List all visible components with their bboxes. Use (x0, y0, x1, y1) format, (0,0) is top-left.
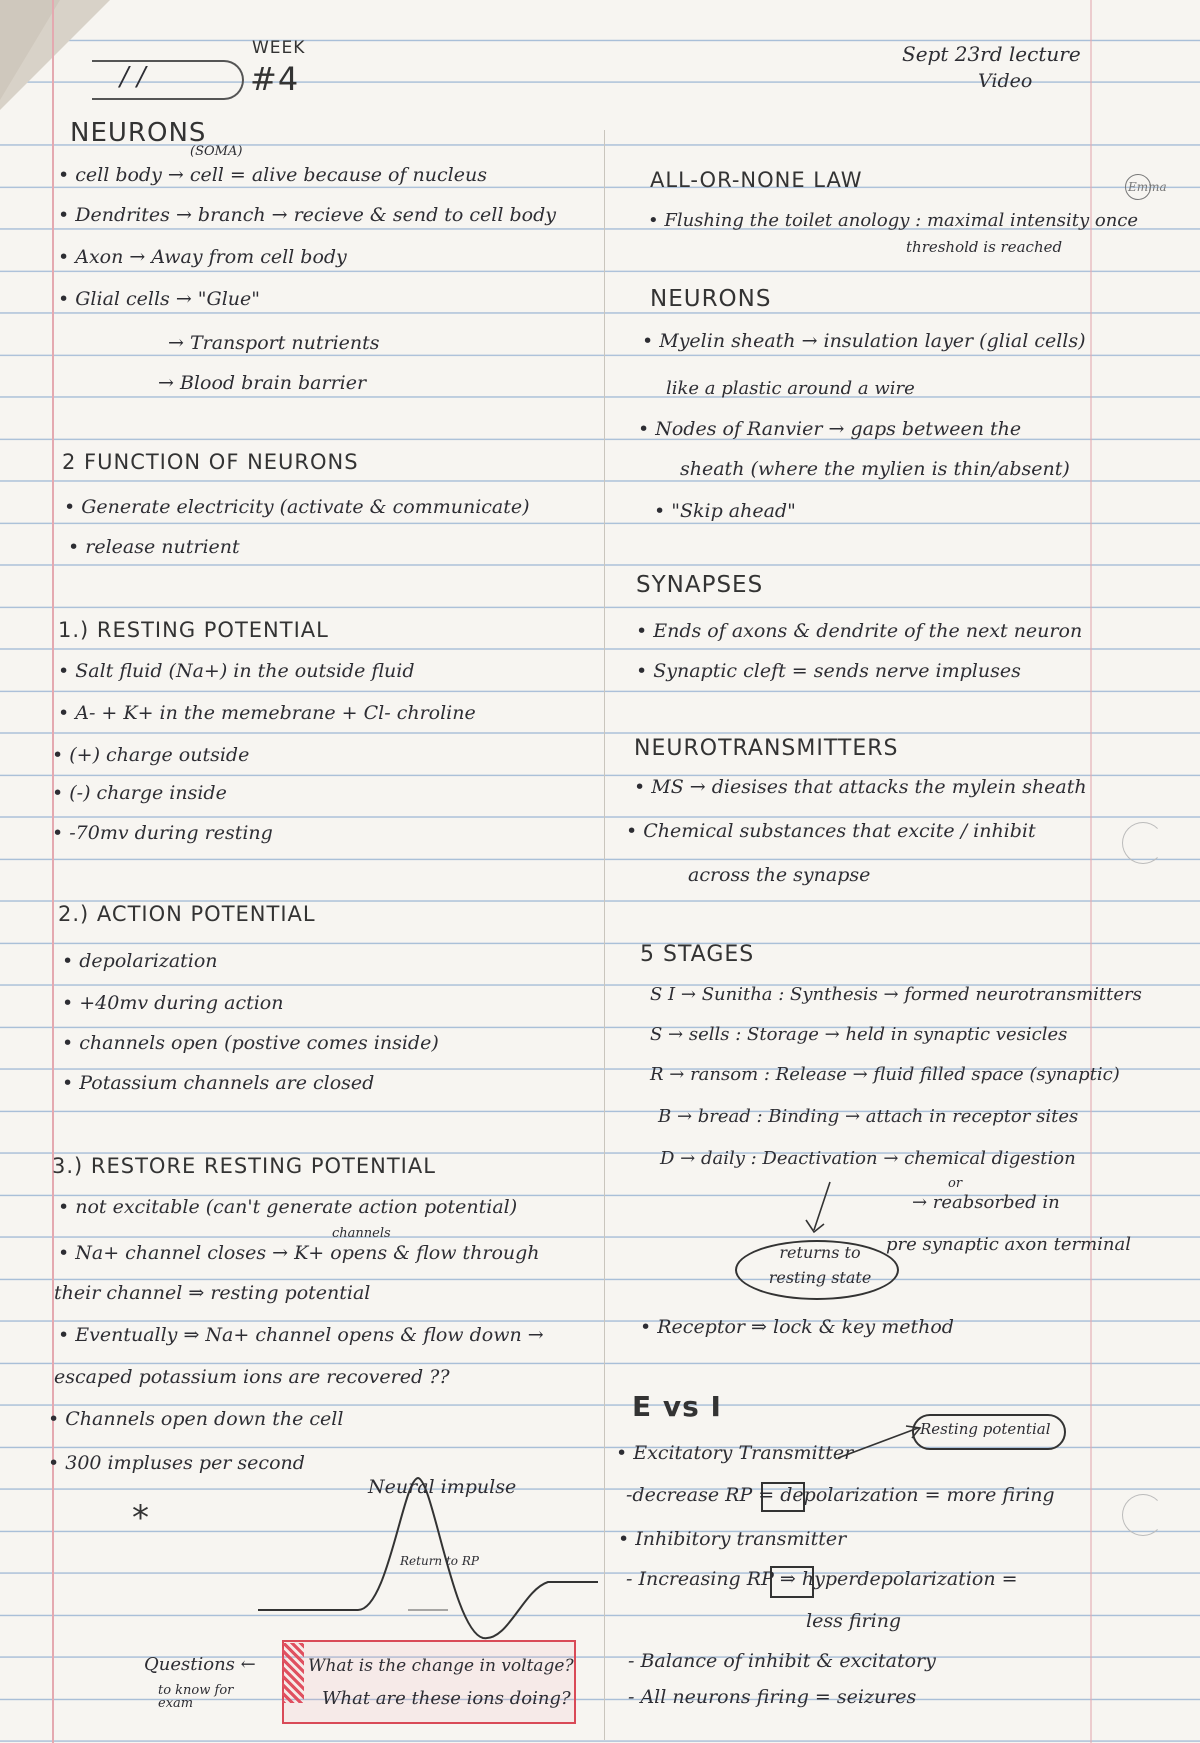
corner-fold-shadow (0, 0, 60, 100)
eventually-note: • Eventually ⇒ Na+ channel opens & flow down → (58, 1324, 544, 1346)
generate-note: • Generate electricity (activate & communicate) (64, 496, 530, 518)
question-voltage: What is the change in voltage? (308, 1656, 574, 1676)
salt-note: • Salt fluid (Na+) in the outside fluid (58, 660, 415, 682)
soma-label: (SOMA) (190, 144, 243, 159)
exam-questions-box (282, 1640, 576, 1724)
decrease-note: -decrease RP = depolarization = more firing (626, 1484, 1055, 1506)
return-rp-label: Return to RP (400, 1554, 479, 1568)
date-slashes: / / (120, 62, 146, 92)
balance-note: - Balance of inhibit & excitatory (628, 1650, 936, 1672)
release-note: • release nutrient (68, 536, 240, 558)
week-label: WEEK (252, 38, 306, 58)
returns-note: returns to resting state (768, 1243, 872, 1287)
or-note: or (948, 1176, 963, 1191)
transport-note: → Transport nutrients (168, 332, 380, 354)
date-box (92, 60, 244, 100)
stage-binding: B → bread : Binding → attach in receptor sites (658, 1106, 1079, 1127)
positive-outside-note: • (+) charge outside (52, 744, 250, 766)
asterisk-mark: * (132, 1498, 150, 1538)
flushing-note: • Flushing the toilet anology : maximal intensity once (648, 210, 1139, 231)
right-margin-line (1090, 0, 1092, 1743)
channels-annotation: channels (332, 1226, 391, 1241)
skip-ahead-note: • "Skip ahead" (654, 500, 796, 522)
myelin-note: • Myelin sheath → insulation layer (glial cells) (642, 330, 1086, 352)
binder-hole-2 (1122, 1494, 1164, 1536)
less-firing-note: less firing (806, 1610, 902, 1632)
neurotransmitters-title: NEUROTRANSMITTERS (634, 736, 899, 761)
binder-hole-1 (1122, 822, 1164, 864)
margin-line (52, 0, 54, 1743)
neurons-title-2: NEURONS (650, 286, 772, 312)
plus40-note: • +40mv during action (62, 992, 284, 1014)
deactivation-arrow (800, 1180, 840, 1240)
impulses-note: • 300 impluses per second (48, 1452, 305, 1474)
their-channel-note: their channel ⇒ resting potential (54, 1282, 371, 1304)
escaped-note: escaped potassium ions are recovered ?? (54, 1366, 450, 1388)
restore-title: 3.) RESTORE RESTING POTENTIAL (52, 1154, 436, 1178)
plastic-note: like a plastic around a wire (666, 378, 915, 399)
resting-potential-bubble: Resting potential (920, 1420, 1051, 1438)
channels-open-note: • channels open (postive comes inside) (62, 1032, 439, 1054)
dendrites-note: • Dendrites → branch → recieve & send to cell body (58, 204, 556, 226)
cell-body-note: • cell body → cell = alive because of nucleus (58, 164, 487, 186)
action-potential-title: 2.) ACTION POTENTIAL (58, 902, 316, 926)
glial-note: • Glial cells → "Glue" (58, 288, 261, 310)
ms-note: • MS → diesises that attacks the mylein sheath (634, 776, 1087, 798)
corner-note: Emma (1128, 180, 1167, 194)
red-scribble (282, 1643, 304, 1703)
channels-down-note: • Channels open down the cell (48, 1408, 344, 1430)
cleft-note: • Synaptic cleft = sends nerve impluses (636, 660, 1021, 682)
e-vs-i-title: E vs I (632, 1390, 722, 1423)
five-stages-title: 5 STAGES (640, 942, 755, 967)
negative-inside-note: • (-) charge inside (52, 782, 227, 804)
action-potential-sketch (128, 1470, 598, 1650)
na-closes-note: • Na+ channel closes → K+ opens & flow through (58, 1242, 540, 1264)
question-ions: What are these ions doing? (322, 1688, 571, 1709)
threshold-note: threshold is reached (906, 238, 1063, 256)
anions-note: • A- + K+ in the memebrane + Cl- chroline (58, 702, 476, 724)
potassium-closed-note: • Potassium channels are closed (62, 1072, 375, 1094)
stage-storage: S → sells : Storage → held in synaptic vesicles (650, 1024, 1068, 1045)
synapses-title: SYNAPSES (636, 572, 764, 598)
all-or-none-title: ALL-OR-NONE LAW (650, 168, 863, 192)
center-fold-line (604, 130, 605, 1740)
presynaptic-note: pre synaptic axon terminal (886, 1234, 1131, 1255)
to-know-label: to know for exam (158, 1683, 234, 1711)
chemical-note: • Chemical substances that excite / inhibit (626, 820, 1036, 842)
reabsorbed-note: → reabsorbed in (912, 1192, 1060, 1213)
minus70-note: • -70mv during resting (52, 822, 273, 844)
stage-release: R → ransom : Release → fluid filled space (synaptic) (650, 1064, 1120, 1085)
nodes-note: • Nodes of Ranvier → gaps between the (638, 418, 1022, 440)
sheath-note: sheath (where the mylien is thin/absent) (680, 458, 1070, 480)
receptor-note: • Receptor ⇒ lock & key method (640, 1316, 954, 1338)
axon-note: • Axon → Away from cell body (58, 246, 347, 268)
inhibitory-note: • Inhibitory transmitter (618, 1528, 847, 1550)
increasing-note: - Increasing RP ⇒ hyperdepolarization = (626, 1568, 1018, 1590)
not-excitable-note: • not excitable (can't generate action potential) (58, 1196, 518, 1218)
stage-deactivation: D → daily : Deactivation → chemical digestion (660, 1148, 1076, 1169)
neural-impulse-label: Neural impulse (368, 1476, 517, 1498)
neurons-title: NEURONS (70, 118, 207, 148)
excitatory-note: • Excitatory Transmitter (616, 1442, 854, 1464)
function-title: 2 FUNCTION OF NEURONS (62, 450, 359, 474)
depolarization-note: • depolarization (62, 950, 218, 972)
resting-potential-title: 1.) RESTING POTENTIAL (58, 618, 329, 642)
lecture-date: Sept 23rd lecture (902, 42, 1081, 66)
questions-label: Questions ← (144, 1654, 256, 1675)
ends-note: • Ends of axons & dendrite of the next neuron (636, 620, 1083, 642)
lecture-type: Video (978, 70, 1033, 92)
across-note: across the synapse (688, 864, 871, 886)
week-number: #4 (250, 60, 300, 98)
stage-synthesis: S I → Sunitha : Synthesis → formed neurotransmitters (650, 984, 1142, 1005)
all-neurons-note: - All neurons firing = seizures (628, 1686, 917, 1708)
bbb-note: → Blood brain barrier (158, 372, 367, 394)
